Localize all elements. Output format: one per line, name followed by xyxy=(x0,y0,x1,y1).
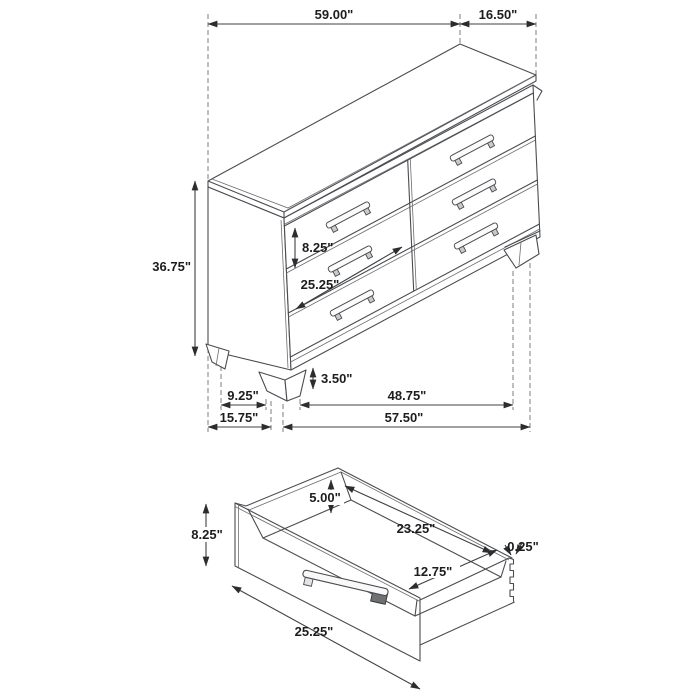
dim-drawer-face-width: 25.25" xyxy=(300,277,340,292)
dresser-side-panel xyxy=(208,187,291,370)
dim-front-height: 8.25" xyxy=(191,527,223,542)
dim-inner-width: 12.75" xyxy=(413,564,453,579)
dim-front-width: 25.25" xyxy=(294,624,334,639)
drawer-figure xyxy=(187,468,539,689)
dresser-figure xyxy=(152,7,542,432)
dim-leg-height: 3.50" xyxy=(321,371,353,386)
dim-drawer-face-height: 8.25" xyxy=(302,240,334,255)
dresser-foot-front-left xyxy=(259,372,287,401)
dim-overall-height: 36.75" xyxy=(152,259,191,274)
dim-inner-depth: 23.25" xyxy=(396,521,436,536)
dovetail-joint xyxy=(509,558,514,603)
dim-top-depth: 16.50" xyxy=(478,7,518,22)
dim-base-depth: 15.75" xyxy=(219,410,259,425)
dim-top-width: 59.00" xyxy=(314,7,354,22)
dim-base-width: 57.50" xyxy=(384,410,424,425)
dim-leg-spacing-width: 48.75" xyxy=(387,388,427,403)
dresser-body xyxy=(206,44,542,401)
drawer-body xyxy=(235,468,514,661)
dim-inner-height: 5.00" xyxy=(309,490,341,505)
dim-leg-spacing-depth: 9.25" xyxy=(227,388,259,403)
dim-side-thickness: 0.25" xyxy=(507,539,539,554)
